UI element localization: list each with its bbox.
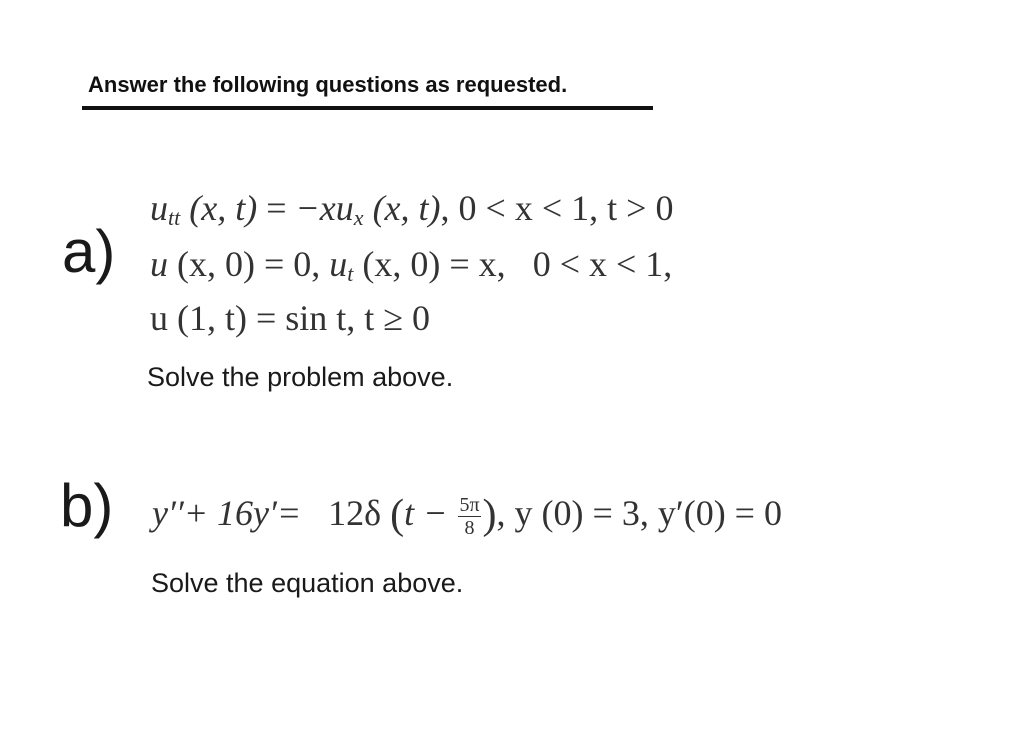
equation-a-line-1	[150, 190, 673, 229]
eq-a1-u2: u	[335, 188, 354, 228]
eq-b-t-minus: t −	[404, 493, 448, 533]
eq-a1-sub-x: x	[353, 205, 364, 230]
eq-a2-args2: (x, 0) = x,	[362, 244, 506, 284]
eq-b-lhs: y′′+ 16y′=	[152, 493, 302, 533]
eq-a1-args1: (x, t)	[189, 188, 258, 228]
eq-a1-equals: =	[266, 188, 287, 228]
equation-a-line-2	[150, 246, 672, 285]
eq-a2-u: u	[150, 244, 168, 284]
eq-a2-tail: 0 < x < 1,	[532, 244, 673, 284]
eq-a1-sub-tt: tt	[168, 205, 181, 230]
equation-b	[152, 494, 782, 538]
eq-b-paren-close: )	[482, 492, 497, 538]
eq-a1-rhs-pre: −x	[295, 188, 336, 228]
equation-a-line-3: u (1, t) = sin t, t ≥ 0	[150, 298, 431, 338]
part-b-label: b)	[60, 472, 114, 539]
page-title: Answer the following questions as requested.	[88, 72, 568, 97]
part-a-label: a)	[62, 218, 116, 285]
eq-a1-u: u	[150, 188, 168, 228]
instruction-b: Solve the equation above.	[151, 568, 464, 598]
eq-a1-args2: (x, t)	[372, 188, 441, 228]
title-underline	[82, 106, 653, 110]
eq-b-paren-open: (	[390, 492, 405, 538]
eq-a2-u2: u	[329, 244, 348, 284]
eq-b-frac-den: 8	[464, 517, 475, 540]
eq-a2-sub-t: t	[347, 261, 354, 286]
eq-a2-args1: (x, 0) = 0,	[177, 244, 321, 284]
instruction-a: Solve the problem above.	[147, 362, 454, 392]
eq-b-frac-num: 5π	[459, 494, 480, 517]
eq-b-rhs-pre: 12δ	[328, 493, 382, 533]
eq-b-tail: , y (0) = 3, y′(0) = 0	[496, 493, 782, 533]
eq-b-fraction	[458, 495, 480, 538]
eq-a1-tail: , 0 < x < 1, t > 0	[440, 188, 674, 228]
